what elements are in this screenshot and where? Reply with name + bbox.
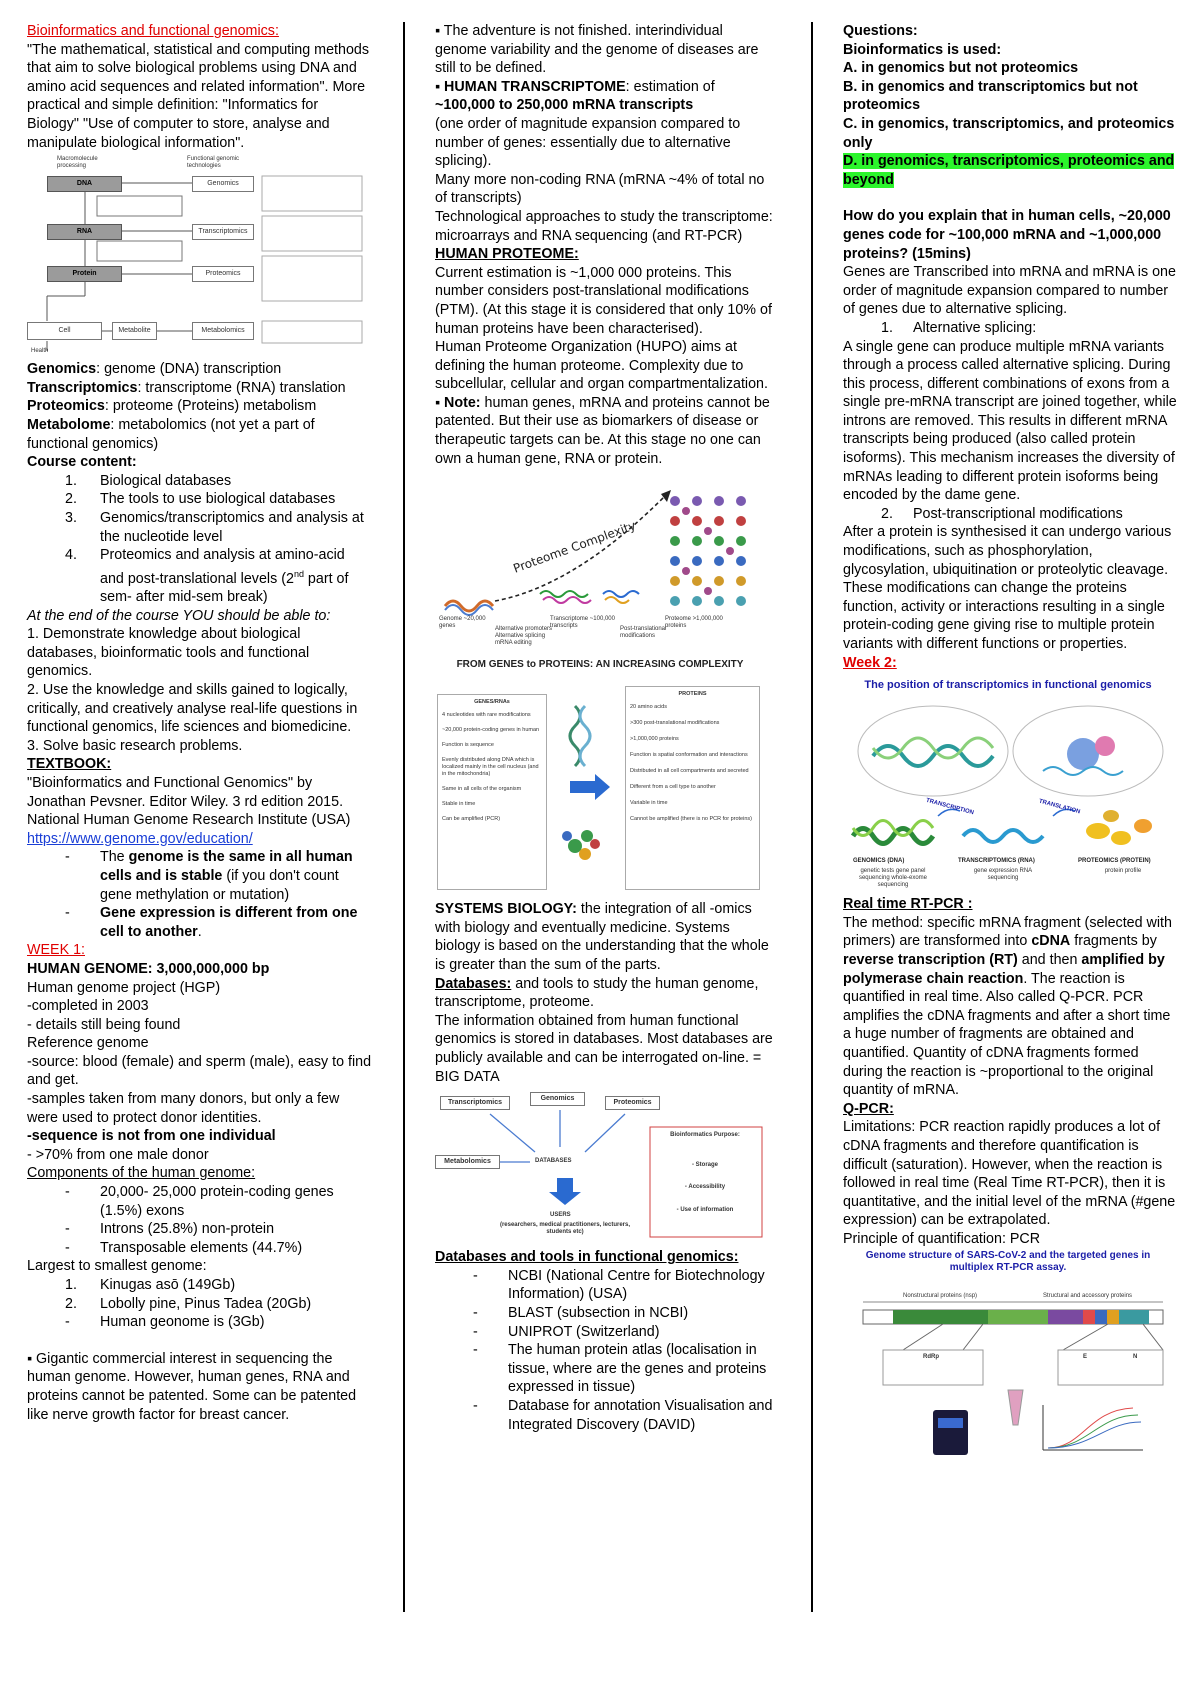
sub-transcriptomics: gene expression RNA sequencing	[973, 868, 1033, 882]
genome-link[interactable]: https://www.genome.gov/education/	[27, 830, 253, 847]
section-title: Bioinformatics and functional genomics:	[27, 23, 279, 39]
sub-proteomics: protein profile	[1104, 868, 1142, 875]
tools-list	[435, 1267, 775, 1434]
node-cell: Cell	[27, 322, 102, 340]
functional-genomics-diagram	[27, 156, 367, 356]
gene-rdrp: RdRp	[923, 1354, 939, 1361]
node-rna: RNA	[47, 224, 122, 240]
list-item: - Gene expression is different from one cell to another.	[65, 905, 358, 940]
largest-heading: Largest to smallest genome:	[27, 1258, 207, 1275]
column-2	[435, 22, 775, 1434]
list-item: - 20,000- 25,000 protein-coding genes (1.5%) exons	[65, 1184, 334, 1219]
column-divider-2	[811, 22, 813, 1612]
column-divider-1	[403, 22, 405, 1612]
diagram-head-left: Macromolecule processing	[57, 156, 98, 170]
transcriptome-heading: ▪ HUMAN TRANSCRIPTOME: estimation of	[435, 78, 715, 95]
databases-diagram	[435, 1092, 765, 1242]
db-users: USERS	[550, 1212, 571, 1219]
list-item: 2. Lobolly pine, Pinus Tadea (20Gb)	[65, 1295, 312, 1312]
course-heading: Course content:	[27, 454, 137, 471]
purpose-use: - Use of information	[676, 1207, 734, 1214]
protein-item: 20 amino acids	[630, 704, 667, 711]
node-health: Health	[31, 348, 49, 355]
week1-heading: WEEK 1:	[27, 942, 85, 959]
hupo-text: Human Proteome Organization (HUPO) aims at defining the human proteome. Complexity due to subcellular, cellular and organ compartmentalization.	[435, 339, 768, 393]
hg-line: -samples taken from many donors, but only a few were used to protect donor identities.	[27, 1091, 340, 1126]
complexity-caption: FROM GENES to PROTEINS: AN INCREASING COMPLEXITY	[456, 659, 744, 671]
genes-vs-proteins-figure	[435, 686, 765, 896]
list-item: - Introns (25.8%) non-protein	[65, 1221, 275, 1238]
outcome-3: 3. Solve basic research problems.	[27, 737, 243, 754]
outcome-2: 2. Use the knowledge and skills gained to logically, critically, and creatively analyse real-life questions in functional genomics, life sciences and biomedicine.	[27, 682, 358, 736]
protein-item: Distributed in all cell compartments and secreted	[630, 768, 749, 775]
definition: "The mathematical, statistical and computing methods that aim to solve biological problems using DNA and amino acid sequences and related information". More practical and simple definition: "Informatics for Biology" "Use of computer to store, analyse and manipulate biological information".	[27, 41, 370, 151]
outcome-1: 1. Demonstrate knowledge about biological databases, bioinformatic tools and functional genomics.	[27, 626, 310, 680]
gene-n: N	[1133, 1354, 1138, 1361]
question-1: Bioinformatics is used:	[843, 41, 1002, 58]
hg-line: -completed in 2003	[27, 998, 149, 1015]
proteome-heading: HUMAN PROTEOME:	[435, 246, 579, 263]
purpose-storage: - Storage	[691, 1162, 718, 1169]
label-transcriptomics: TRANSCRIPTOMICS (RNA)	[958, 858, 1035, 865]
cap-transcriptome: Transcriptome ~100,000 transcripts	[550, 616, 615, 630]
databases-text: The information obtained from human functional genomics is stored in databases. Most databases are publicly available and can be interrogated on-line. = BIG DATA	[435, 1012, 773, 1085]
systems-biology: SYSTEMS BIOLOGY: the integration of all -omics with biology and eventually medicine. Systems biology is based on the understanding that the whole is greater than the sum of the parts.	[435, 901, 769, 974]
ptm-text: After a protein is synthesised it can undergo various modifications, such as phosphorylation, glycosylation, ubiquitination or proteolytic cleavage. These modifications can change the proteins function, activity or interactions resulting in a single protein-coding gene giving rise to multiple protein variants with different functions or properties.	[843, 524, 1172, 652]
list-item: - Database for annotation Visualisation and Integrated Discovery (DAVID)	[473, 1397, 773, 1433]
node-protein: Protein	[47, 266, 122, 282]
gene-item: Function is sequence	[442, 742, 494, 749]
option-c: C. in genomics, transcriptomics, and proteomics only	[843, 115, 1175, 151]
questions-heading: Questions:	[843, 23, 918, 39]
tech-transcriptomics: Transcriptomics	[192, 224, 254, 240]
donor-note: - >70% from one male donor	[27, 1146, 209, 1163]
qpcr-text: Limitations: PCR reaction rapidly produces a lot of cDNA fragments and therefore quantification is difficult (saturation). However, when the reaction is followed in real time (Real Time RT-PCR), then it is quantitative, and the initial level of the mRNA (#gene expression) can be extrapolated.	[843, 1119, 1176, 1229]
sars-left-label: Nonstructural proteins (nsp)	[903, 1293, 978, 1300]
list-item: - Human geonome is (3Gb)	[65, 1314, 265, 1331]
course-list	[27, 472, 372, 607]
mechanisms-list-1	[843, 319, 1178, 338]
list-item: 1. Alternative splicing:	[881, 319, 1037, 336]
option-d: D. in genomics, transcriptomics, proteomics and beyond	[843, 153, 1175, 188]
list-item: - Transposable elements (44.7%)	[65, 1239, 303, 1256]
db-genomics: Genomics	[530, 1092, 585, 1106]
gene-item: 4 nucleotides with rare modifications	[442, 712, 531, 719]
def-transcriptomics: Transcriptomics: transcriptome (RNA) translation	[27, 379, 346, 396]
gene-item: Can be amplified (PCR)	[442, 816, 501, 823]
purpose-title: Bioinformatics Purpose:	[670, 1132, 740, 1139]
patent-note: ▪ Note: human genes, mRNA and proteins cannot be patented. But their use as biomarkers of disease or therapeutic targets can be. At this stage no one can own a human gene, RNA or protein.	[435, 394, 770, 467]
principle-text: Principle of quantification: PCR	[843, 1230, 1041, 1247]
proteome-complexity-figure	[435, 476, 765, 676]
proteins-title: PROTEINS	[678, 691, 707, 698]
db-users-sub: (researchers, medical practitioners, lecturers, students etc)	[499, 1222, 631, 1236]
diagram-head-right: Functional genomic technologies	[187, 156, 240, 170]
proteome-text: Current estimation is ~1,000 000 proteins. This number considers post-translational modifications (PTM). (At this stage it is considered that only 10% of human proteins have been characterised).	[435, 264, 772, 337]
protein-item: >300 post-translational modifications	[630, 720, 720, 727]
transcriptome-detail: (one order of magnitude expansion compared to number of genes: essentially due to alternative splicing).	[435, 115, 741, 170]
hg-line: -source: blood (female) and sperm (male), easy to find and get.	[27, 1053, 372, 1089]
end-course: At the end of the course YOU should be able to:	[27, 607, 331, 624]
human-genome-heading: HUMAN GENOME: 3,000,000,000 bp	[27, 960, 270, 977]
answer-2: Genes are Transcribed into mRNA and mRNA is one order of magnitude expansion compared to number of genes due to alternative splicing.	[843, 264, 1176, 318]
list-item: - The genome is the same in all human cells and is stable (if you don't count gene methylation or mutation)	[65, 849, 353, 903]
protein-item: Different from a cell type to another	[630, 784, 716, 791]
purpose-access: - Accessibility	[684, 1184, 726, 1191]
sars-cov-2-figure	[843, 1250, 1173, 1460]
qpcr-heading: Q-PCR:	[843, 1100, 894, 1117]
db-proteomics: Proteomics	[605, 1096, 660, 1110]
list-item: 1. Kinugas asō (149Gb)	[65, 1277, 236, 1294]
fig6-title: Genome structure of SARS-CoV-2 and the targeted genes in multiplex RT-PCR assay.	[865, 1250, 1151, 1274]
week2-heading: Week 2:	[843, 654, 897, 671]
gigantic-note: ▪ Gigantic commercial interest in sequencing the human genome. However, human genes, RNA and proteins cannot be patented. Some can be patented like nerve growth factor for breast cancer.	[27, 1350, 357, 1423]
node-dna: DNA	[47, 176, 122, 192]
gene-e: E	[1083, 1354, 1088, 1361]
tech-proteomics: Proteomics	[192, 266, 254, 282]
protein-item: >1,000,000 proteins	[630, 736, 679, 743]
noncoding-note: Many more non-coding RNA (mRNA ~4% of total no of transcripts)	[435, 171, 765, 207]
sub-genomics: genetic tests gene panel sequencing whole-exome sequencing	[858, 868, 928, 889]
protein-item: Variable in time	[630, 800, 668, 807]
genome-facts	[27, 848, 372, 941]
cap-ptm: Post-translational modifications	[620, 626, 667, 640]
largest-dash-list	[27, 1313, 372, 1332]
fig5-title: The position of transcriptomics in functional genomics	[864, 679, 1152, 692]
protein-cluster	[670, 496, 746, 606]
list-item: 3. Genomics/transcriptomics and analysis at the nucleotide level	[65, 509, 364, 545]
tools-heading: Databases and tools in functional genomics:	[435, 1249, 739, 1266]
def-metabolome: Metabolome: metabolomics (not yet a part of functional genomics)	[27, 416, 315, 452]
protein-item: Function is spatial conformation and interactions	[630, 752, 748, 759]
largest-list	[27, 1276, 372, 1313]
label-proteomics: PROTEOMICS (PROTEIN)	[1078, 858, 1151, 865]
db-metabolomics: Metabolomics	[435, 1155, 500, 1169]
list-item: - UNIPROT (Switzerland)	[473, 1323, 660, 1340]
rt-pcr-heading: Real time RT-PCR :	[843, 896, 973, 913]
question-2: How do you explain that in human cells, ~20,000 genes code for ~100,000 mRNA and ~1,000,000 proteins? (15mins)	[843, 208, 1171, 262]
textbook: "Bioinformatics and Functional Genomics" by Jonathan Pevsner. Editor Wiley. 3 rd edition 2015. National Human Genome Research Institute (USA)	[27, 774, 351, 829]
label-translation: TRANSLATION	[1038, 798, 1081, 816]
list-item: - The human protein atlas (localisation in tissue, where are the genes and proteins expressed in tissue)	[473, 1342, 767, 1396]
transcriptome-estimate: ~100,000 to 250,000 mRNA transcripts	[435, 97, 694, 114]
hg-line: Human genome project (HGP)	[27, 979, 221, 996]
list-item: - BLAST (subsection in NCBI)	[473, 1304, 689, 1321]
sars-svg	[843, 1250, 1173, 1460]
option-a: A. in genomics but not proteomics	[843, 60, 1079, 77]
mechanisms-list-2	[843, 505, 1178, 524]
protein-item: Cannot be amplified (there is no PCR for proteins)	[630, 816, 752, 823]
components-heading: Components of the human genome:	[27, 1165, 256, 1182]
rt-pcr-text: The method: specific mRNA fragment (selected with primers) are transformed into cDNA fragments by reverse transcription (RT) and then amplified by polymerase chain reaction. The reaction is quantified in real time. Also called Q-PCR. PCR amplifies the cDNA fragments and after a short time a huge number of fragments are obtained and quantified. Quantity of cDNA fragments formed during the reaction is ~proportional to the original quantity of mRNA.	[843, 914, 1172, 1099]
cap-genome: Genome ~20,000 genes	[439, 616, 486, 630]
sars-right-label: Structural and accessory proteins	[1043, 1293, 1133, 1300]
list-item: 2. Post-transcriptional modifications	[881, 505, 1123, 522]
label-transcription: TRANSCRIPTION	[925, 797, 975, 817]
hg-line: - details still being found	[27, 1016, 181, 1033]
tech-metabolomics: Metabolomics	[192, 322, 254, 340]
column-1	[27, 22, 372, 1424]
databases-intro: Databases: and tools to study the human genome, transcriptome, proteome.	[435, 975, 759, 1011]
alt-splicing-text: A single gene can produce multiple mRNA variants through a process called alternative splicing. During this process, different combinations of exons from a single pre-mRNA transcript are joined together, while introns are removed. This results in different mRNA transcripts being produced (also called protein isoforms). This mechanism increases the diversity of mRNAs leading to different protein isoforms being encoded by the dame gene.	[843, 338, 1177, 504]
def-genomics: Genomics: genome (DNA) transcription	[27, 361, 282, 378]
def-proteomics: Proteomics: proteome (Proteins) metabolism	[27, 398, 317, 415]
hg-line: Reference genome	[27, 1035, 149, 1052]
list-item: - NCBI (National Centre for Biotechnology Information) (USA)	[473, 1267, 765, 1303]
list-item: 4. Proteomics and analysis at amino-acid and post-translational levels (2nd part of sem- after mid-sem break)	[65, 547, 349, 606]
cap-proteome: Proteome >1,000,000 proteins	[665, 616, 723, 630]
column-3	[843, 22, 1178, 1464]
sequence-note: -sequence is not from one individual	[27, 1128, 276, 1145]
db-transcriptomics: Transcriptomics	[440, 1096, 510, 1110]
gene-item: ~20,000 protein-coding genes in human	[442, 727, 540, 734]
cap-splicing: Alternative promoters Alternative splicing mRNA editing	[495, 626, 553, 647]
list-item: 1. Biological databases	[65, 472, 232, 489]
option-b: B. in genomics and transcriptomics but not proteomics	[843, 78, 1138, 114]
db-databases: DATABASES	[535, 1158, 572, 1165]
complexity-label: Proteome Complexity	[511, 518, 638, 576]
components-list	[27, 1183, 372, 1257]
label-genomics: GENOMICS (DNA)	[853, 858, 905, 865]
tech-note: Technological approaches to study the transcriptome: microarrays and RNA sequencing (and RT-PCR)	[435, 208, 773, 244]
gene-item: Same in all cells of the organism	[442, 786, 522, 793]
proteins-box	[625, 686, 760, 890]
node-metabolite: Metabolite	[112, 322, 157, 340]
list-item: 2. The tools to use biological databases	[65, 491, 336, 508]
gene-item: Stable in time	[442, 801, 476, 808]
adventure-note: ▪ The adventure is not finished. interindividual genome variability and the genome of diseases are still to be defined.	[435, 23, 759, 77]
textbook-heading: TEXTBOOK:	[27, 756, 112, 773]
genes-title: GENES/RNAs	[474, 699, 510, 706]
transcriptomics-position-figure	[843, 676, 1173, 891]
tech-genomics: Genomics	[192, 176, 254, 192]
gene-item: Evenly distributed along DNA which is localized mainly in the cell nucleus (and in the mitochondria)	[442, 757, 539, 778]
